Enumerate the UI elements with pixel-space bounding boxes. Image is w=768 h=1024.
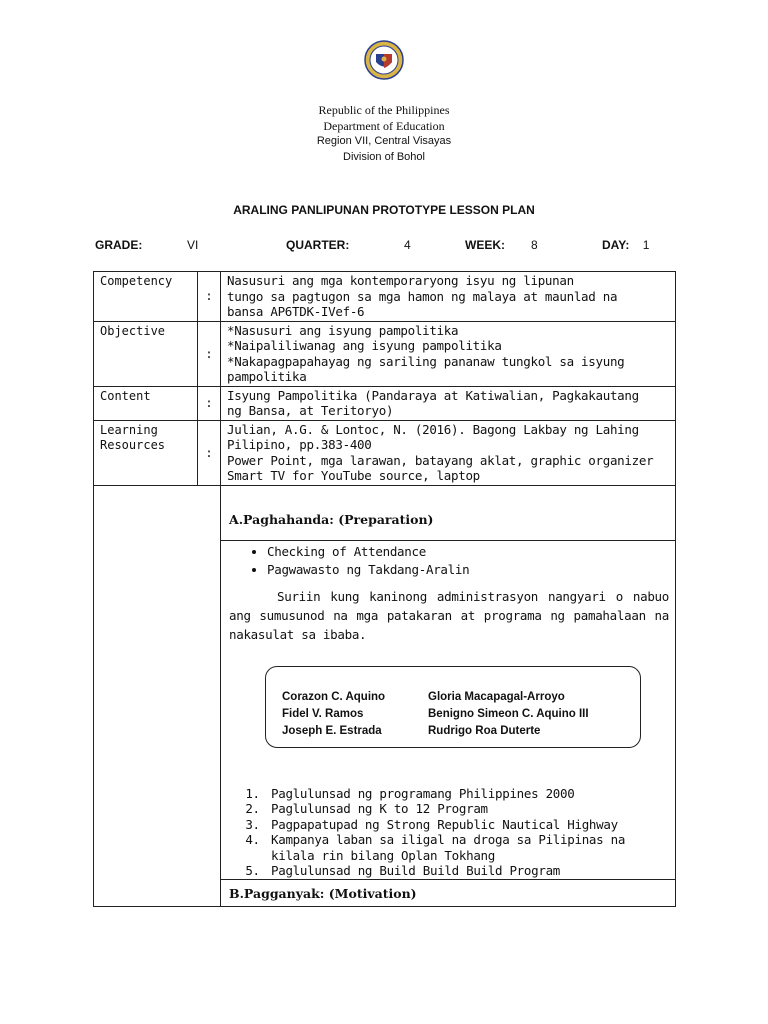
list-item: 4. Kampanya laban sa iligal na droga sa Pilipinas na kilala rin bilang Oplan Tokhang: [267, 832, 669, 863]
objective-colon: :: [198, 321, 221, 386]
resources-content: [221, 420, 676, 485]
week-value: 8: [531, 238, 538, 252]
week-label: WEEK:: [465, 238, 505, 252]
table-row-competency: [94, 272, 676, 322]
section-a-body: [221, 540, 676, 879]
presidents-left-column: [282, 689, 385, 740]
grade-label: GRADE:: [95, 238, 143, 252]
list-item: 3. Pagpapatupad ng Strong Republic Nautical Highway: [267, 817, 669, 833]
list-item: • Pagwawasto ng Takdang-Aralin: [267, 561, 675, 579]
section-a-title: A.Paghahanda: (Preparation): [221, 485, 676, 540]
table-row-section-a-title: [94, 485, 676, 540]
resources-line: Power Point, mga larawan, batayang aklat, graphic organizer: [227, 452, 654, 468]
competency-label: Competency: [94, 272, 198, 322]
grade-value: VI: [187, 238, 199, 252]
procedure-left-cell: [94, 485, 221, 906]
preparation-bullets: [221, 543, 675, 579]
objective-line: *Naipaliliwanag ang isyung pampolitika: [227, 338, 502, 353]
resources-line: Julian, A.G. & Lontoc, N. (2016). Bagong Lakbay ng Lahing: [227, 421, 639, 437]
resources-label-line2: Resources: [100, 437, 166, 452]
presidents-right-column: [428, 689, 589, 740]
content-colon: :: [198, 386, 221, 420]
presidents-box: [265, 666, 641, 748]
document-title: ARALING PANLIPUNAN PROTOTYPE LESSON PLAN: [233, 203, 535, 217]
objective-line: pampolitika: [227, 369, 307, 384]
president-name: Fidel V. Ramos: [282, 707, 364, 720]
deped-seal-icon: [364, 40, 404, 80]
content-line: ng Bansa, at Teritoryo): [227, 403, 394, 418]
content-line: Isyung Pampolitika (Pandaraya at Katiwalian, Pagkakautang: [227, 387, 639, 403]
president-name: Benigno Simeon C. Aquino III: [428, 707, 589, 720]
objective-label: Objective: [94, 321, 198, 386]
objective-line: *Nakapagpapahayag ng sariling pananaw tungkol sa isyung: [227, 353, 625, 369]
competency-line: tungo sa pagtugon sa mga hamon ng malaya at maunlad na: [227, 288, 618, 304]
table-row-objective: [94, 321, 676, 386]
instruction-paragraph: Suriin kung kaninong administrasyon nangyari o nabuo ang sumusunod na mga patakaran at programa ng pamahalaan na nakasulat sa ibaba.: [229, 588, 669, 642]
week-field: [465, 238, 505, 252]
quarter-field: [286, 238, 349, 252]
president-name: Gloria Macapagal-Arroyo: [428, 690, 565, 703]
objective-line: *Nasusuri ang isyung pampolitika: [227, 322, 459, 338]
day-label: DAY:: [602, 238, 630, 252]
day-value: 1: [642, 238, 650, 252]
objective-content: [221, 321, 676, 386]
competency-line: Nasusuri ang mga kontemporaryong isyu ng lipunan: [227, 273, 574, 288]
grade-field: [95, 238, 142, 252]
table-row-resources: [94, 420, 676, 485]
lesson-plan-table: [93, 271, 676, 907]
president-name: Corazon C. Aquino: [282, 690, 386, 703]
program-list: [221, 786, 669, 879]
table-row-content: [94, 386, 676, 420]
section-b-title: B.Pagganyak: (Motivation): [221, 879, 676, 906]
list-item: • Checking of Attendance: [267, 543, 675, 561]
resources-label-line1: Learning: [100, 422, 158, 437]
resources-line: Pilipino, pp.383-400: [227, 437, 372, 452]
resources-line: Smart TV for YouTube source, laptop: [227, 468, 480, 483]
list-item: 1. Paglulunsad ng programang Philippines 2000: [267, 786, 669, 802]
competency-content: [221, 272, 676, 322]
header-division: Division of Bohol: [343, 151, 425, 163]
president-name: Rudrigo Roa Duterte: [428, 724, 541, 737]
header-region: Region VII, Central Visayas: [316, 135, 452, 147]
president-name: Joseph E. Estrada: [282, 724, 382, 737]
content-content: [221, 386, 676, 420]
quarter-label: QUARTER:: [286, 238, 350, 252]
list-item: 2. Paglulunsad ng K to 12 Program: [267, 801, 669, 817]
header-republic: Republic of the Philippines: [318, 103, 450, 117]
quarter-value: 4: [404, 238, 411, 252]
content-label: Content: [94, 386, 198, 420]
header-department: Department of Education: [323, 119, 445, 133]
list-item: 5. Paglulunsad ng Build Build Build Program: [267, 863, 669, 879]
day-field: [602, 238, 649, 252]
competency-line: bansa AP6TDK-IVef-6: [227, 304, 365, 319]
competency-colon: :: [198, 272, 221, 322]
resources-colon: :: [198, 420, 221, 485]
resources-label: [94, 420, 198, 485]
